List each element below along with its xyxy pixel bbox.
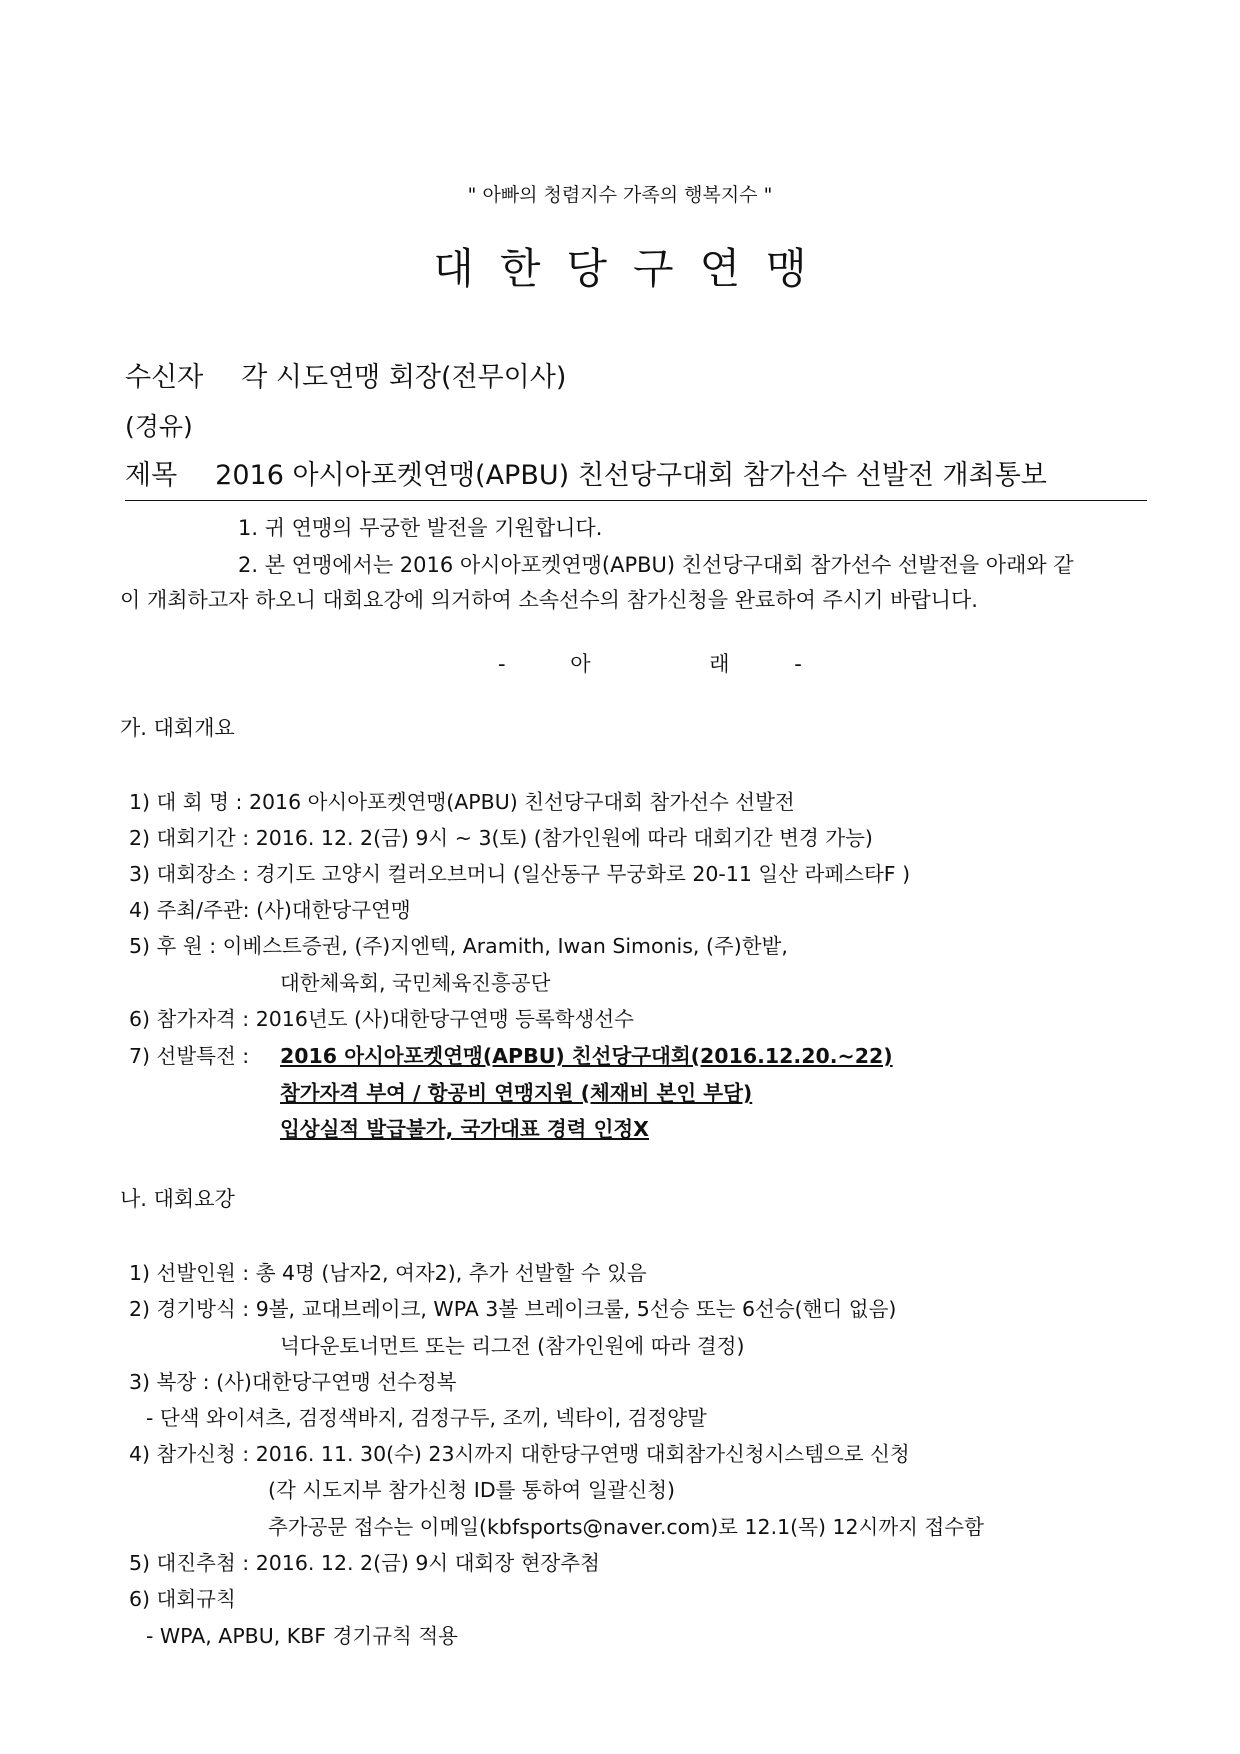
na-item-6-detail: - WPA, APBU, KBF 경기규칙 적용: [146, 1624, 458, 1648]
organization-title: 대한당구연맹: [433, 244, 833, 293]
recipient-label: 수신자: [125, 362, 204, 393]
ga-item-6: 6) 참가자격 : 2016년도 (사)대한당구연맹 등록학생선수: [129, 1007, 634, 1031]
na-item-3-detail: - 단색 와이셔츠, 검정색바지, 검정구두, 조끼, 넥타이, 검정양말: [146, 1406, 707, 1430]
na-item-4-cont-2: 추가공문 접수는 이메일(kbfsports@naver.com)로 12.1(목) 12시까지 접수함: [268, 1515, 984, 1539]
na-item-2: 2) 경기방식 : 9볼, 교대브레이크, WPA 3볼 브레이크룰, 5선승 또는 6선승(핸디 없음): [129, 1297, 897, 1321]
paragraph-1: 1. 귀 연맹의 무궁한 발전을 기원합니다.: [238, 516, 603, 540]
dash-left: -: [498, 652, 506, 676]
subject-line: [125, 453, 1147, 501]
below-a: 아: [570, 652, 591, 676]
ga-item-4: 4) 주최/주관: (사)대한당구연맹: [129, 898, 411, 922]
na-item-1: 1) 선발인원 : 총 4명 (남자2, 여자2), 추가 선발할 수 있음: [129, 1261, 647, 1285]
ga-item-1: 1) 대 회 명 : 2016 아시아포켓연맹(APBU) 친선당구대회 참가선수 선발전: [129, 790, 795, 814]
paragraph-2-line-1: 2. 본 연맹에서는 2016 아시아포켓연맹(APBU) 친선당구대회 참가선수 선발전을 아래와 같: [238, 553, 1074, 577]
subject-label: 제목: [125, 460, 178, 491]
dash-right: -: [794, 652, 802, 676]
special-line-2: 참가자격 부여 / 항공비 연맹지원 (체재비 본인 부담): [280, 1081, 753, 1105]
na-item-3: 3) 복장 : (사)대한당구연맹 선수정복: [129, 1370, 457, 1394]
motto: " 아빠의 청렴지수 가족의 행복지수 ": [467, 184, 773, 206]
na-item-6: 6) 대회규칙: [129, 1587, 236, 1611]
paragraph-2-line-2: 이 개최하고자 하오니 대회요강에 의거하여 소속선수의 참가신청을 완료하여 주시기 바랍니다.: [120, 588, 978, 612]
recipient-line: [125, 355, 566, 394]
na-item-4: 4) 참가신청 : 2016. 11. 30(수) 23시까지 대한당구연맹 대회참가신청시스템으로 신청: [129, 1442, 910, 1466]
na-item-4-cont-1: (각 시도지부 참가신청 ID를 통하여 일괄신청): [268, 1478, 676, 1502]
recipient-value: 각 시도연맹 회장(전무이사): [241, 362, 567, 393]
na-item-5: 5) 대진추첨 : 2016. 12. 2(금) 9시 대회장 현장추첨: [129, 1551, 600, 1575]
subject-value: 2016 아시아포켓연맹(APBU) 친선당구대회 참가선수 선발전 개최통보: [215, 460, 1047, 491]
via-label: (경유): [125, 412, 193, 441]
na-item-2-cont: 넉다운토너먼트 또는 리그전 (참가인원에 따라 결정): [280, 1334, 745, 1358]
ga-item-5-cont: 대한체육회, 국민체육진흥공단: [280, 971, 551, 995]
ga-item-5: 5) 후 원 : 이베스트증권, (주)지엔텍, Aramith, Iwan Simonis, (주)한밭,: [129, 934, 788, 958]
ga-item-2: 2) 대회기간 : 2016. 12. 2(금) 9시 ~ 3(토) (참가인원에 따라 대회기간 변경 가능): [129, 826, 873, 850]
special-line-3: 입상실적 발급불가, 국가대표 경력 인정X: [280, 1117, 649, 1141]
section-ga-title: 가. 대회개요: [120, 716, 235, 740]
ga-item-3: 3) 대회장소 : 경기도 고양시 컬러오브머니 (일산동구 무궁화로 20-11 일산 라페스타F ): [129, 862, 911, 886]
below-heading: [498, 648, 802, 678]
special-line-1: 2016 아시아포켓연맹(APBU) 친선당구대회(2016.12.20.~22): [280, 1044, 893, 1068]
below-rae: 래: [709, 652, 730, 676]
section-na-title: 나. 대회요강: [120, 1187, 235, 1211]
ga-item-7: 7) 선발특전 :: [129, 1044, 250, 1068]
